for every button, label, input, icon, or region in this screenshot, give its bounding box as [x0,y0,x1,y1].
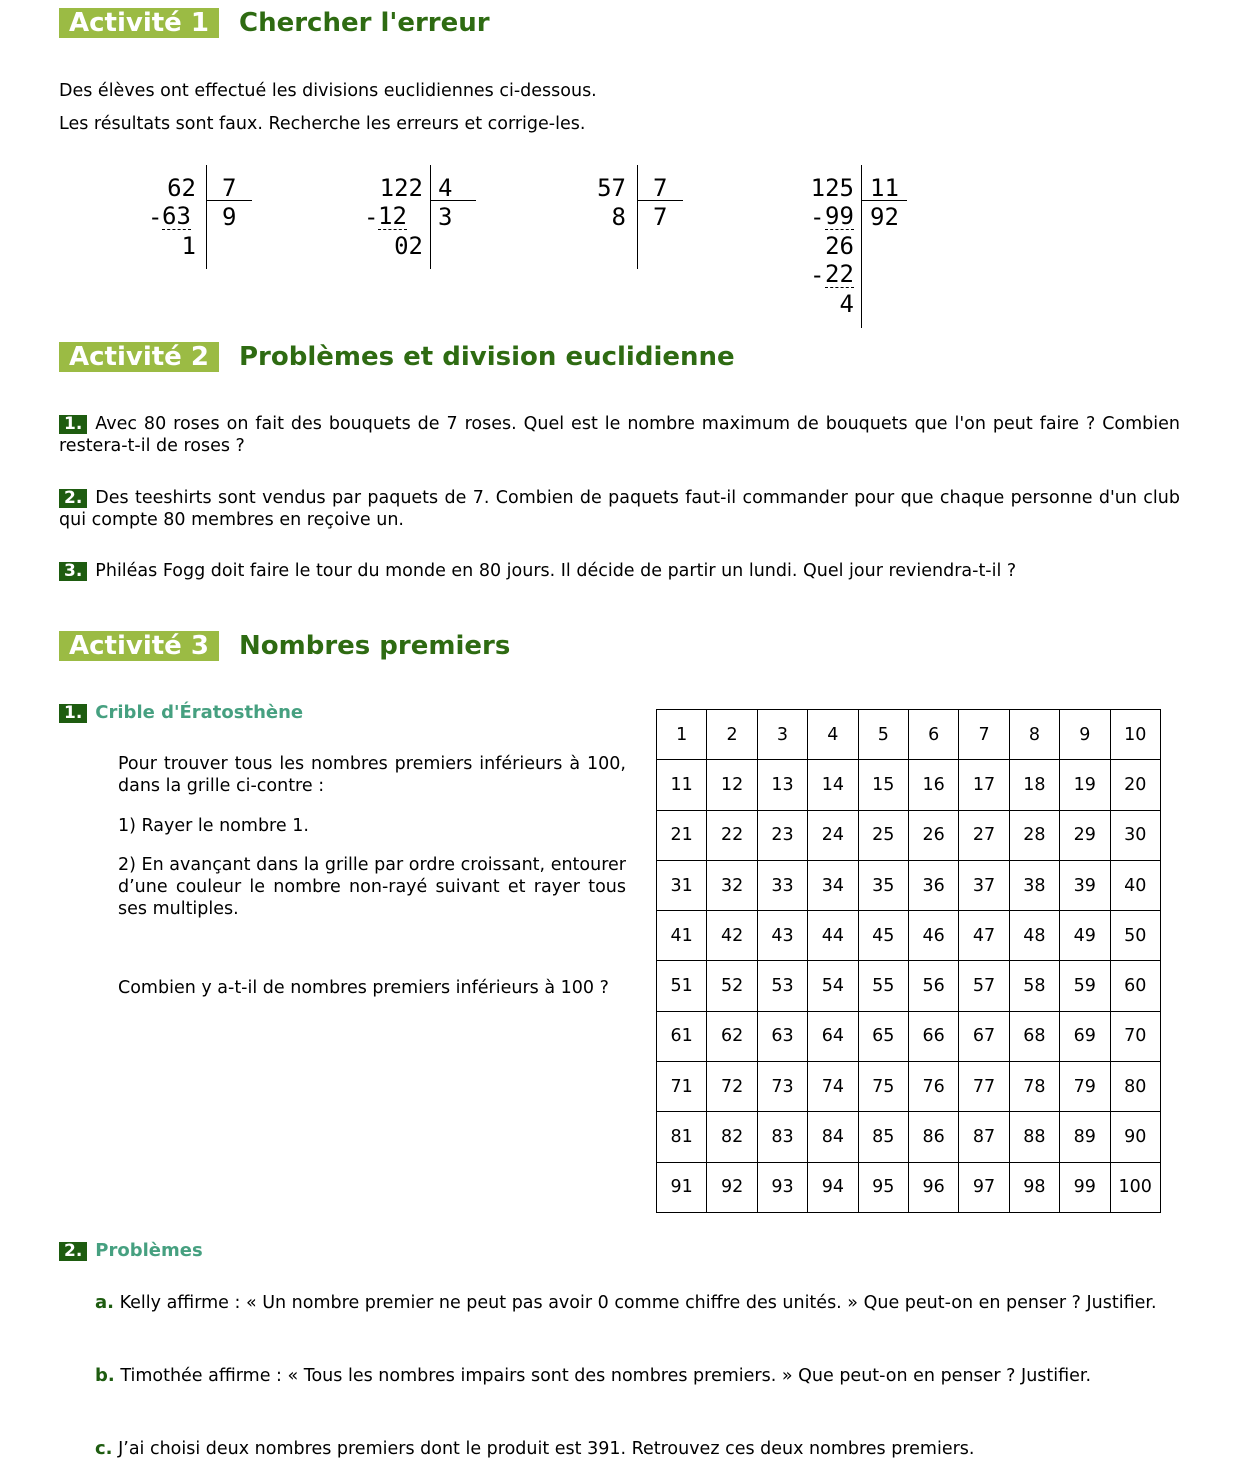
grid-cell: 70 [1110,1011,1160,1061]
grid-cell: 99 [1060,1162,1110,1212]
grid-cell: 61 [657,1011,707,1061]
grid-cell: 46 [908,911,958,961]
grid-cell: 20 [1110,760,1160,810]
part1-paragraph-2: 1) Rayer le nombre 1. [118,816,309,836]
grid-cell: 34 [808,860,858,910]
grid-cell: 24 [808,810,858,860]
activity1-intro1: Des élèves ont effectué les divisions euclidiennes ci-dessous. [59,81,597,101]
division-4-quotient: 92 [870,203,899,231]
grid-row [657,760,1161,810]
grid-cell: 15 [858,760,908,810]
division-2-minus: - [364,203,379,231]
grid-row [657,911,1161,961]
problem-2-number: 2. [59,489,87,508]
grid-cell: 30 [1110,810,1160,860]
division-2-quotient: 3 [438,203,453,231]
grid-cell: 86 [908,1112,958,1162]
activity1-title: Chercher l'erreur [239,8,490,38]
division-1-dividend: 62 [167,174,196,202]
activity2-badge: Activité 2 [59,342,219,372]
grid-cell: 48 [1009,911,1059,961]
grid-cell: 95 [858,1162,908,1212]
grid-cell: 26 [908,810,958,860]
division-2-hline [430,200,476,201]
grid-cell: 32 [707,860,757,910]
grid-cell: 28 [1009,810,1059,860]
grid-cell: 47 [959,911,1009,961]
grid-cell: 96 [908,1162,958,1212]
grid-cell: 14 [808,760,858,810]
division-1-divisor: 7 [222,174,237,202]
grid-cell: 94 [808,1162,858,1212]
part1-title: Crible d'Ératosthène [95,702,304,723]
grid-cell: 23 [757,810,807,860]
grid-cell: 36 [908,860,958,910]
division-2-subtrahend: 12 [378,202,407,230]
part2-title: Problèmes [95,1240,203,1261]
division-1-vline [206,165,207,269]
grid-cell: 55 [858,961,908,1011]
grid-cell: 18 [1009,760,1059,810]
grid-cell: 22 [707,810,757,860]
grid-cell: 82 [707,1112,757,1162]
division-3-quotient: 7 [653,203,668,231]
grid-cell: 71 [657,1062,707,1112]
problem-2-text: Des teeshirts sont vendus par paquets de 7. Combien de paquets faut-il commander pour que chaque personne d'un club qui compte 80 membres en reçoive un. [59,488,1180,530]
grid-cell: 9 [1060,710,1110,760]
grid-cell: 81 [657,1112,707,1162]
grid-cell: 45 [858,911,908,961]
division-3-divisor: 7 [653,174,668,202]
grid-row [657,1112,1161,1162]
division-1-minus: - [148,203,163,231]
grid-cell: 42 [707,911,757,961]
activity1-intro2: Les résultats sont faux. Recherche les erreurs et corrige-les. [59,114,586,134]
division-1-subtrahend: 63 [162,202,191,230]
grid-cell: 52 [707,961,757,1011]
division-4-subtrahend2: 22 [825,260,854,288]
grid-cell: 1 [657,710,707,760]
division-4-partial: 26 [825,232,854,260]
grid-cell: 5 [858,710,908,760]
problem-3-text: Philéas Fogg doit faire le tour du monde en 80 jours. Il décide de partir un lundi. Quel jour reviendra-t-il ? [95,561,1017,581]
item-c-letter: c. [95,1438,113,1459]
grid-cell: 11 [657,760,707,810]
activity2-title: Problèmes et division euclidienne [239,342,735,372]
grid-cell: 72 [707,1062,757,1112]
grid-cell: 53 [757,961,807,1011]
grid-cell: 93 [757,1162,807,1212]
grid-cell: 69 [1060,1011,1110,1061]
division-1-quotient: 9 [222,203,237,231]
item-b-letter: b. [95,1365,115,1386]
grid-cell: 89 [1060,1112,1110,1162]
division-2-remainder: 02 [394,232,423,260]
division-4-minus1: - [810,203,825,231]
grid-cell: 25 [858,810,908,860]
division-3-vline [637,165,638,269]
grid-cell: 10 [1110,710,1160,760]
grid-cell: 84 [808,1112,858,1162]
problem-1-number: 1. [59,415,87,434]
grid-cell: 57 [959,961,1009,1011]
grid-cell: 64 [808,1011,858,1061]
part1-number: 1. [59,704,87,723]
grid-cell: 29 [1060,810,1110,860]
grid-cell: 51 [657,961,707,1011]
grid-cell: 19 [1060,760,1110,810]
grid-cell: 12 [707,760,757,810]
grid-cell: 50 [1110,911,1160,961]
part1-paragraph-4: Combien y a-t-il de nombres premiers inférieurs à 100 ? [118,978,609,998]
item-c-text: J’ai choisi deux nombres premiers dont le produit est 391. Retrouvez ces deux nombres premiers. [118,1439,975,1459]
grid-cell: 92 [707,1162,757,1212]
grid-cell: 68 [1009,1011,1059,1061]
grid-cell: 43 [757,911,807,961]
activity3-badge: Activité 3 [59,631,219,661]
grid-cell: 83 [757,1112,807,1162]
grid-cell: 67 [959,1011,1009,1061]
grid-row [657,710,1161,760]
grid-cell: 33 [757,860,807,910]
division-4-divisor: 11 [870,174,899,202]
grid-cell: 65 [858,1011,908,1061]
grid-cell: 74 [808,1062,858,1112]
activity1-badge: Activité 1 [59,8,219,38]
grid-cell: 97 [959,1162,1009,1212]
division-4-dividend: 125 [810,174,854,202]
grid-cell: 77 [959,1062,1009,1112]
item-a-letter: a. [95,1292,114,1313]
division-3-dividend: 57 [597,174,626,202]
grid-cell: 13 [757,760,807,810]
grid-cell: 91 [657,1162,707,1212]
grid-cell: 35 [858,860,908,910]
grid-cell: 16 [908,760,958,810]
grid-row [657,860,1161,910]
grid-cell: 49 [1060,911,1110,961]
grid-cell: 31 [657,860,707,910]
grid-cell: 85 [858,1112,908,1162]
part2-number: 2. [59,1242,87,1261]
grid-cell: 41 [657,911,707,961]
grid-cell: 27 [959,810,1009,860]
activity2-problem-2 [59,487,1180,531]
grid-row [657,1162,1161,1212]
grid-row [657,1062,1161,1112]
division-2-dividend: 122 [379,174,423,202]
grid-cell: 44 [808,911,858,961]
grid-cell: 21 [657,810,707,860]
grid-cell: 87 [959,1112,1009,1162]
division-4-subtrahend1: 99 [825,202,854,230]
grid-cell: 17 [959,760,1009,810]
activity2-problem-3 [59,560,1180,582]
grid-cell: 78 [1009,1062,1059,1112]
grid-cell: 56 [908,961,958,1011]
grid-row [657,1011,1161,1061]
part1-paragraph-1: Pour trouver tous les nombres premiers inférieurs à 100, dans la grille ci-contre : [118,754,626,796]
problem-3-number: 3. [59,562,87,581]
division-2-divisor: 4 [438,174,453,202]
grid-cell: 6 [908,710,958,760]
grid-cell: 59 [1060,961,1110,1011]
grid-cell: 100 [1110,1162,1160,1212]
problem-1-text: Avec 80 roses on fait des bouquets de 7 roses. Quel est le nombre maximum de bouquets que l'on peut faire ? Combien restera-t-il de roses ? [59,414,1180,456]
grid-cell: 2 [707,710,757,760]
grid-cell: 75 [858,1062,908,1112]
grid-cell: 76 [908,1062,958,1112]
part2-item-a [95,1292,1180,1314]
grid-cell: 38 [1009,860,1059,910]
part1-heading [59,702,303,724]
division-4-vline [861,165,862,328]
part2-heading [59,1240,203,1262]
grid-cell: 4 [808,710,858,760]
grid-cell: 98 [1009,1162,1059,1212]
grid-cell: 37 [959,860,1009,910]
grid-cell: 66 [908,1011,958,1061]
grid-cell: 88 [1009,1112,1059,1162]
grid-cell: 39 [1060,860,1110,910]
item-b-text: Timothée affirme : « Tous les nombres impairs sont des nombres premiers. » Que peut-on en penser ? Justifier. [120,1366,1092,1386]
item-a-text: Kelly affirme : « Un nombre premier ne peut pas avoir 0 comme chiffre des unités. » Que peut-on en penser ? Justifier. [119,1293,1157,1313]
division-2-vline [430,165,431,269]
part1-paragraph-3: 2) En avançant dans la grille par ordre croissant, entourer d’une couleur le nombre non-rayé suivant et rayer tous ses multiples. [118,855,626,919]
activity3-title: Nombres premiers [239,631,511,661]
grid-cell: 8 [1009,710,1059,760]
activity2-problem-1 [59,413,1180,457]
grid-cell: 79 [1060,1062,1110,1112]
division-3-line2: 8 [611,203,626,231]
grid-cell: 7 [959,710,1009,760]
part2-item-c [95,1438,1180,1460]
grid-cell: 54 [808,961,858,1011]
division-4-minus2: - [810,261,825,289]
division-1-remainder: 1 [181,232,196,260]
grid-row [657,810,1161,860]
grid-cell: 90 [1110,1112,1160,1162]
grid-row [657,961,1161,1011]
grid-cell: 40 [1110,860,1160,910]
grid-cell: 73 [757,1062,807,1112]
grid-cell: 80 [1110,1062,1160,1112]
grid-cell: 62 [707,1011,757,1061]
division-4-remainder: 4 [839,290,854,318]
grid-cell: 3 [757,710,807,760]
grid-cell: 60 [1110,961,1160,1011]
grid-cell: 63 [757,1011,807,1061]
part2-item-b [95,1365,1180,1387]
grid-cell: 58 [1009,961,1059,1011]
eratosthenes-grid [656,709,1161,1213]
